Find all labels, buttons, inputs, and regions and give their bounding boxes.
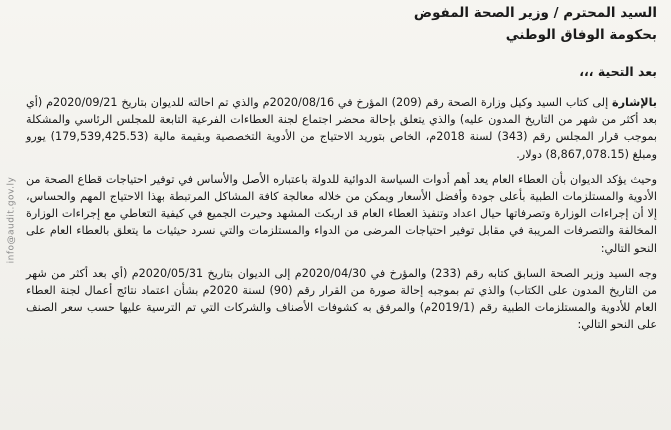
letter-body [26, 0, 657, 430]
greeting: بعد التحية ،،، [579, 64, 657, 79]
paragraph-3 [26, 265, 657, 334]
paragraphs [26, 94, 657, 342]
side-email-text: info@audit.gov.ly [6, 176, 16, 264]
recipient-header [26, 2, 657, 46]
side-email [4, 40, 18, 400]
paragraph-2-text: وحيث يؤكد الديوان بأن العطاء العام يعد أهم أدوات السياسة الدوائية للدولة باعتباره الأصل والأساس في توفير احتياجات قطاع الصحة من الأدوية والمستلزمات الطبية بأعلى جودة وأفضل الأسعار ويمكن من خلاله معالجة كافة المشاكل المرتبطة بهذا الاحتياج المهم والحساس، إلا أن إجراءات الوزارة وتصرفاتها حيال اعداد وتنفيذ العطاء العام قد اربكت المشهد وحيرت الجميع في كيفية التعاطي مع إجراءات الوزارة المخالفة والتصرفات المريبة في مقابل توفير احتياجات المرضى من الدواء والمستلزمات والتي نسرد حيثيات ما يتعلق بالعطاء العام على النحو التالي: [26, 172, 657, 255]
recipient-line-2: بحكومة الوفاق الوطني [505, 27, 657, 43]
paragraph-3-text: وجه السيد وزير الصحة السابق كتابه رقم (233) والمؤرخ في 2020/04/30م إلى الديوان بتاريخ 2020/05/31م (أي بعد أكثر من شهر من التاريخ المدون على الكتاب) والذي تم بموجبه إحالة صورة من القرار رقم (90) لسنة 2020م بشأن اعتماد نتائج أعمال لجنة العطاء العام للأدوية والمستلزمات الطبية رقم (2019/1م) والمرفق به كشوفات الأصناف والشركات التي تم الترسية عليها حسب سعر الصنف على النحو التالي: [26, 266, 658, 332]
paragraph-2 [26, 171, 657, 257]
paragraph-1-text: إلى كتاب السيد وكيل وزارة الصحة رقم (209) المؤرخ في 2020/08/16م والذي تم احالته للديوان بتاريخ 2020/09/21م (أي بعد أكثر من شهر من التاريخ المدون عليه) والذي يتعلق بإحالة محضر اجتماع لجنة العطاءات الفرعية التابعة للمجلس الرئاسي والمشكلة بموجب قرار المجلس رقم (343) لسنة 2018م، الخاص بتوريد الاحتياج من الأدوية التخصصية وبقيمة مالية (179,539,425.53) يورو ومبلغ (8,867,078.15) دولار. [26, 96, 657, 161]
paragraph-1-lead: بالإشارة [612, 96, 657, 109]
paragraph-1 [26, 94, 657, 163]
recipient-line-1: السيد المحترم / وزير الصحة المفوض [413, 5, 657, 21]
